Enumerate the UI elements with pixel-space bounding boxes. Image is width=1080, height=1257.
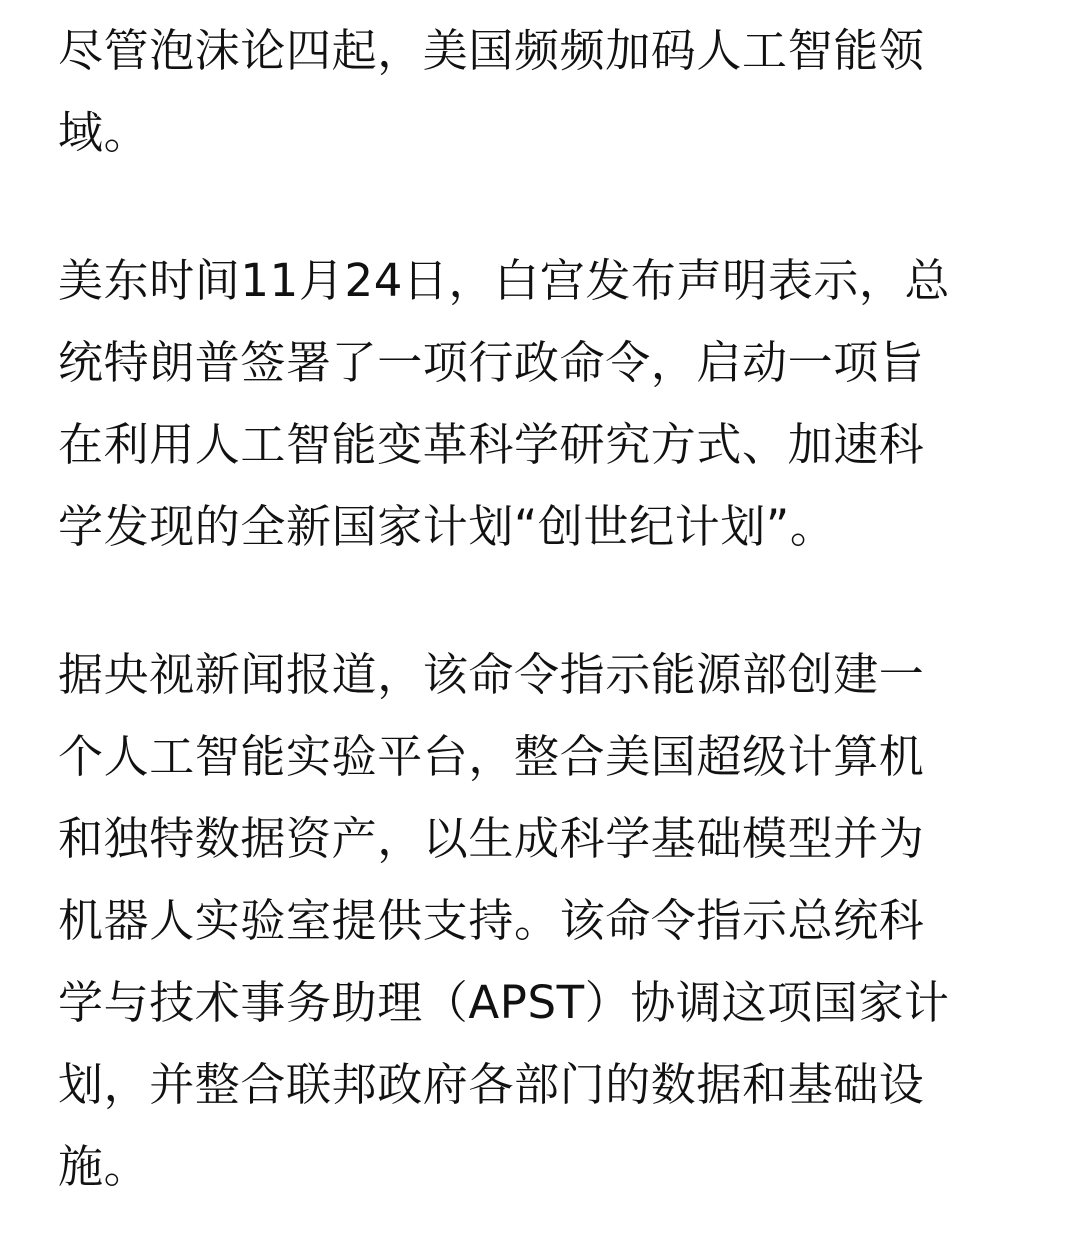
paragraph-line: 施。 [58, 1140, 150, 1193]
paragraph-line: 尽管泡沫论四起，美国频频加码人工智能领 [58, 24, 925, 77]
paragraph-3 [58, 634, 1018, 1208]
paragraph-line: 和独特数据资产，以生成科学基础模型并为 [58, 812, 925, 865]
paragraph-spacer [58, 568, 1018, 634]
paragraph-line: 域。 [58, 106, 150, 159]
paragraph-line: 个人工智能实验平台，整合美国超级计算机 [58, 730, 925, 783]
paragraph-line: 机器人实验室提供支持。该命令指示总统科 [58, 894, 925, 947]
article-body [58, 0, 1018, 1208]
paragraph-line: 统特朗普签署了一项行政命令，启动一项旨 [58, 336, 925, 389]
paragraph-2 [58, 240, 1018, 568]
paragraph-line: 在利用人工智能变革科学研究方式、加速科 [58, 418, 925, 471]
paragraph-line: 据央视新闻报道，该命令指示能源部创建一 [58, 648, 925, 701]
paragraph-line: 学与技术事务助理（APST）协调这项国家计 [58, 976, 950, 1029]
paragraph-line: 划，并整合联邦政府各部门的数据和基础设 [58, 1058, 925, 1111]
paragraph-1 [58, 0, 1018, 174]
paragraph-line: 学发现的全新国家计划“创世纪计划”。 [58, 500, 836, 553]
paragraph-spacer [58, 174, 1018, 240]
paragraph-line: 美东时间11月24日，白宫发布声明表示，总 [58, 254, 951, 307]
